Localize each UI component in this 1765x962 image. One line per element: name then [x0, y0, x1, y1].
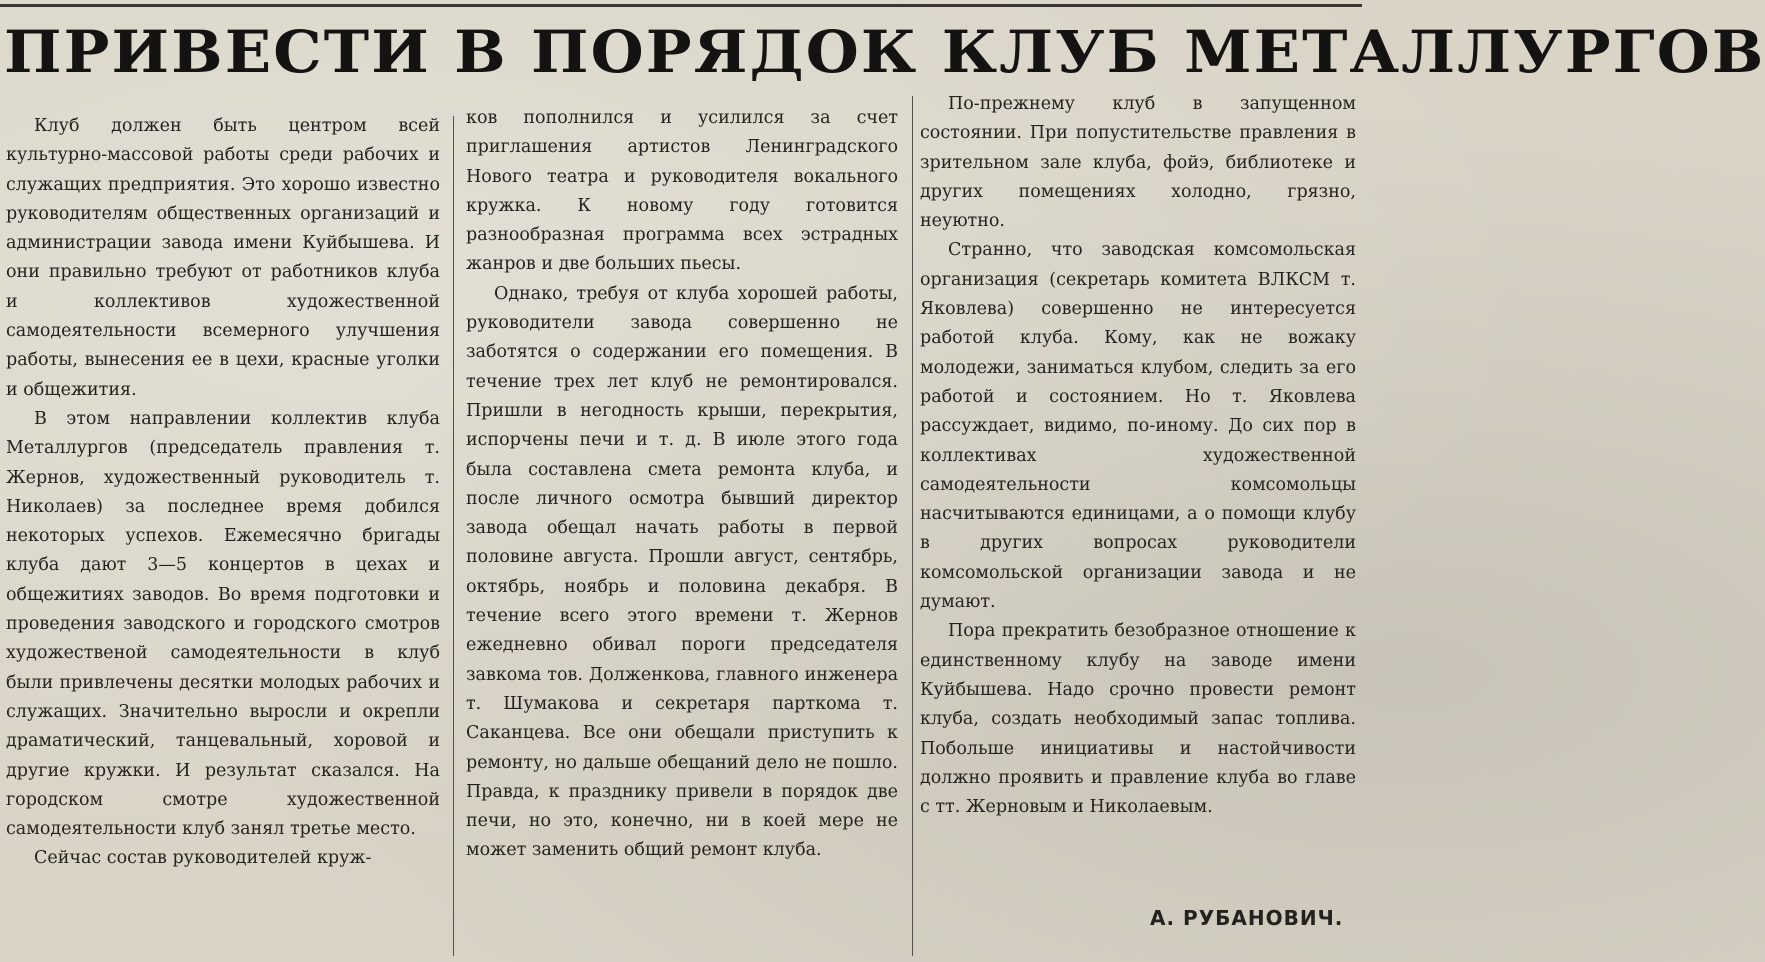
paragraph: ков пополнился и усилился за счет приглашения артистов Ленинградского Нового театра и руководителя вокального кружка. К новому году готовится разнообразная программа всех эстрадных жанров и две большиx пьесы. — [466, 108, 898, 275]
paragraph: В этом направлении коллектив клуба Металлургов (председатель правления т. Жернов, художественный руководитель т. Николаев) за последнее время добился некоторых успехов. Ежемесячно бригады клуба дают 3—5 концертов в цехах и общежитиях заводов. Во время подготовки и проведения заводского и городского смотров художественой самодеятельности в клуб были привлечены десятки молодых рабочих и служащих. Значительно выросли и окрепли драматический, танцевальный, хоровой и другие кружки. И результат сказался. На городском смотре художественной самодеятельности клуб занял третье место. — [6, 408, 440, 840]
paragraph: Клуб должен быть центром всей культурно-массовой работы среди рабочих и служащих предприятия. Это хорошо известно руководителям общественных организаций и администрации завода имени Куйбышева. И они правильно требуют от работников клуба и коллективов художественной самодеятельности всемерного улучшения работы, вынесения ее в цехи, красные уголки и общежития. — [6, 116, 440, 400]
top-rule — [0, 4, 1362, 7]
paragraph: Пора прекратить безобразное отношение к единственному клубу на заводе имени Куйбышева. Надо срочно провести ремонт клуба, создать необходимый запас топлива. Побольше инициативы и настойчивости должно проявить и правление клуба во главе с тт. Жерновым и Николаевым. — [920, 621, 1356, 818]
column-3 — [920, 90, 1356, 940]
headline: ПРИВЕСТИ В ПОРЯДОК КЛУБ МЕТАЛЛУРГОВ — [4, 18, 1765, 86]
paragraph: По-прежнему клуб в запущенном состоянии. При попустительстве правления в зрительном зале клуба, фойэ, библиотеке и других помещениях холодно, грязно, неуютно. — [920, 94, 1356, 232]
column-divider — [453, 116, 454, 956]
column-1 — [6, 112, 440, 962]
paragraph: Странно, что заводская комсомольская организация (секретарь комитета ВЛКСМ т. Яковлева) совершенно не интересуется работой клуба. Кому, как не вожаку молодежи, заниматься клубом, следить за его работой и состоянием. Но т. Яковлева рассуждает, видимо, по-иному. До сих пор в коллективах художественной самодеятельности комсомольцы насчитываются единицами, а о помощи клубу в других вопросах руководители комсомольской организации завода и не думают. — [920, 240, 1356, 613]
column-2 — [466, 104, 898, 954]
paragraph: Сейчас состав руководителей круж- — [34, 848, 372, 869]
column-divider — [912, 96, 913, 956]
paragraph: Однако, требуя от клуба хорошей работы, руководители завода совершенно не заботятся о содержании его помещения. В течение трех лет клуб не ремонтировался. Пришли в негодность крыши, перекрытия, испорчены печи и т. д. В июле этого года была составлена смета ремонта клуба, и после личного осмотра бывший директор завода обещал начать работы в первой половине августа. Прошли август, сентябрь, октябрь, ноябрь и половина декабря. В течение всего этого времени т. Жернов ежедневно обивал пороги председателя завкома тов. Долженкова, главного инженера т. Шумакова и секретаря парткома т. Саканцева. Все они обещали приступить к ремонту, но дальше обещаний дело не пошло. Правда, к празднику привели в порядок две печи, но это, конечно, ни в коей мере не может заменить общий ремонт клуба. — [466, 283, 898, 861]
author-signature: А. РУБАНОВИЧ. — [1150, 906, 1344, 930]
